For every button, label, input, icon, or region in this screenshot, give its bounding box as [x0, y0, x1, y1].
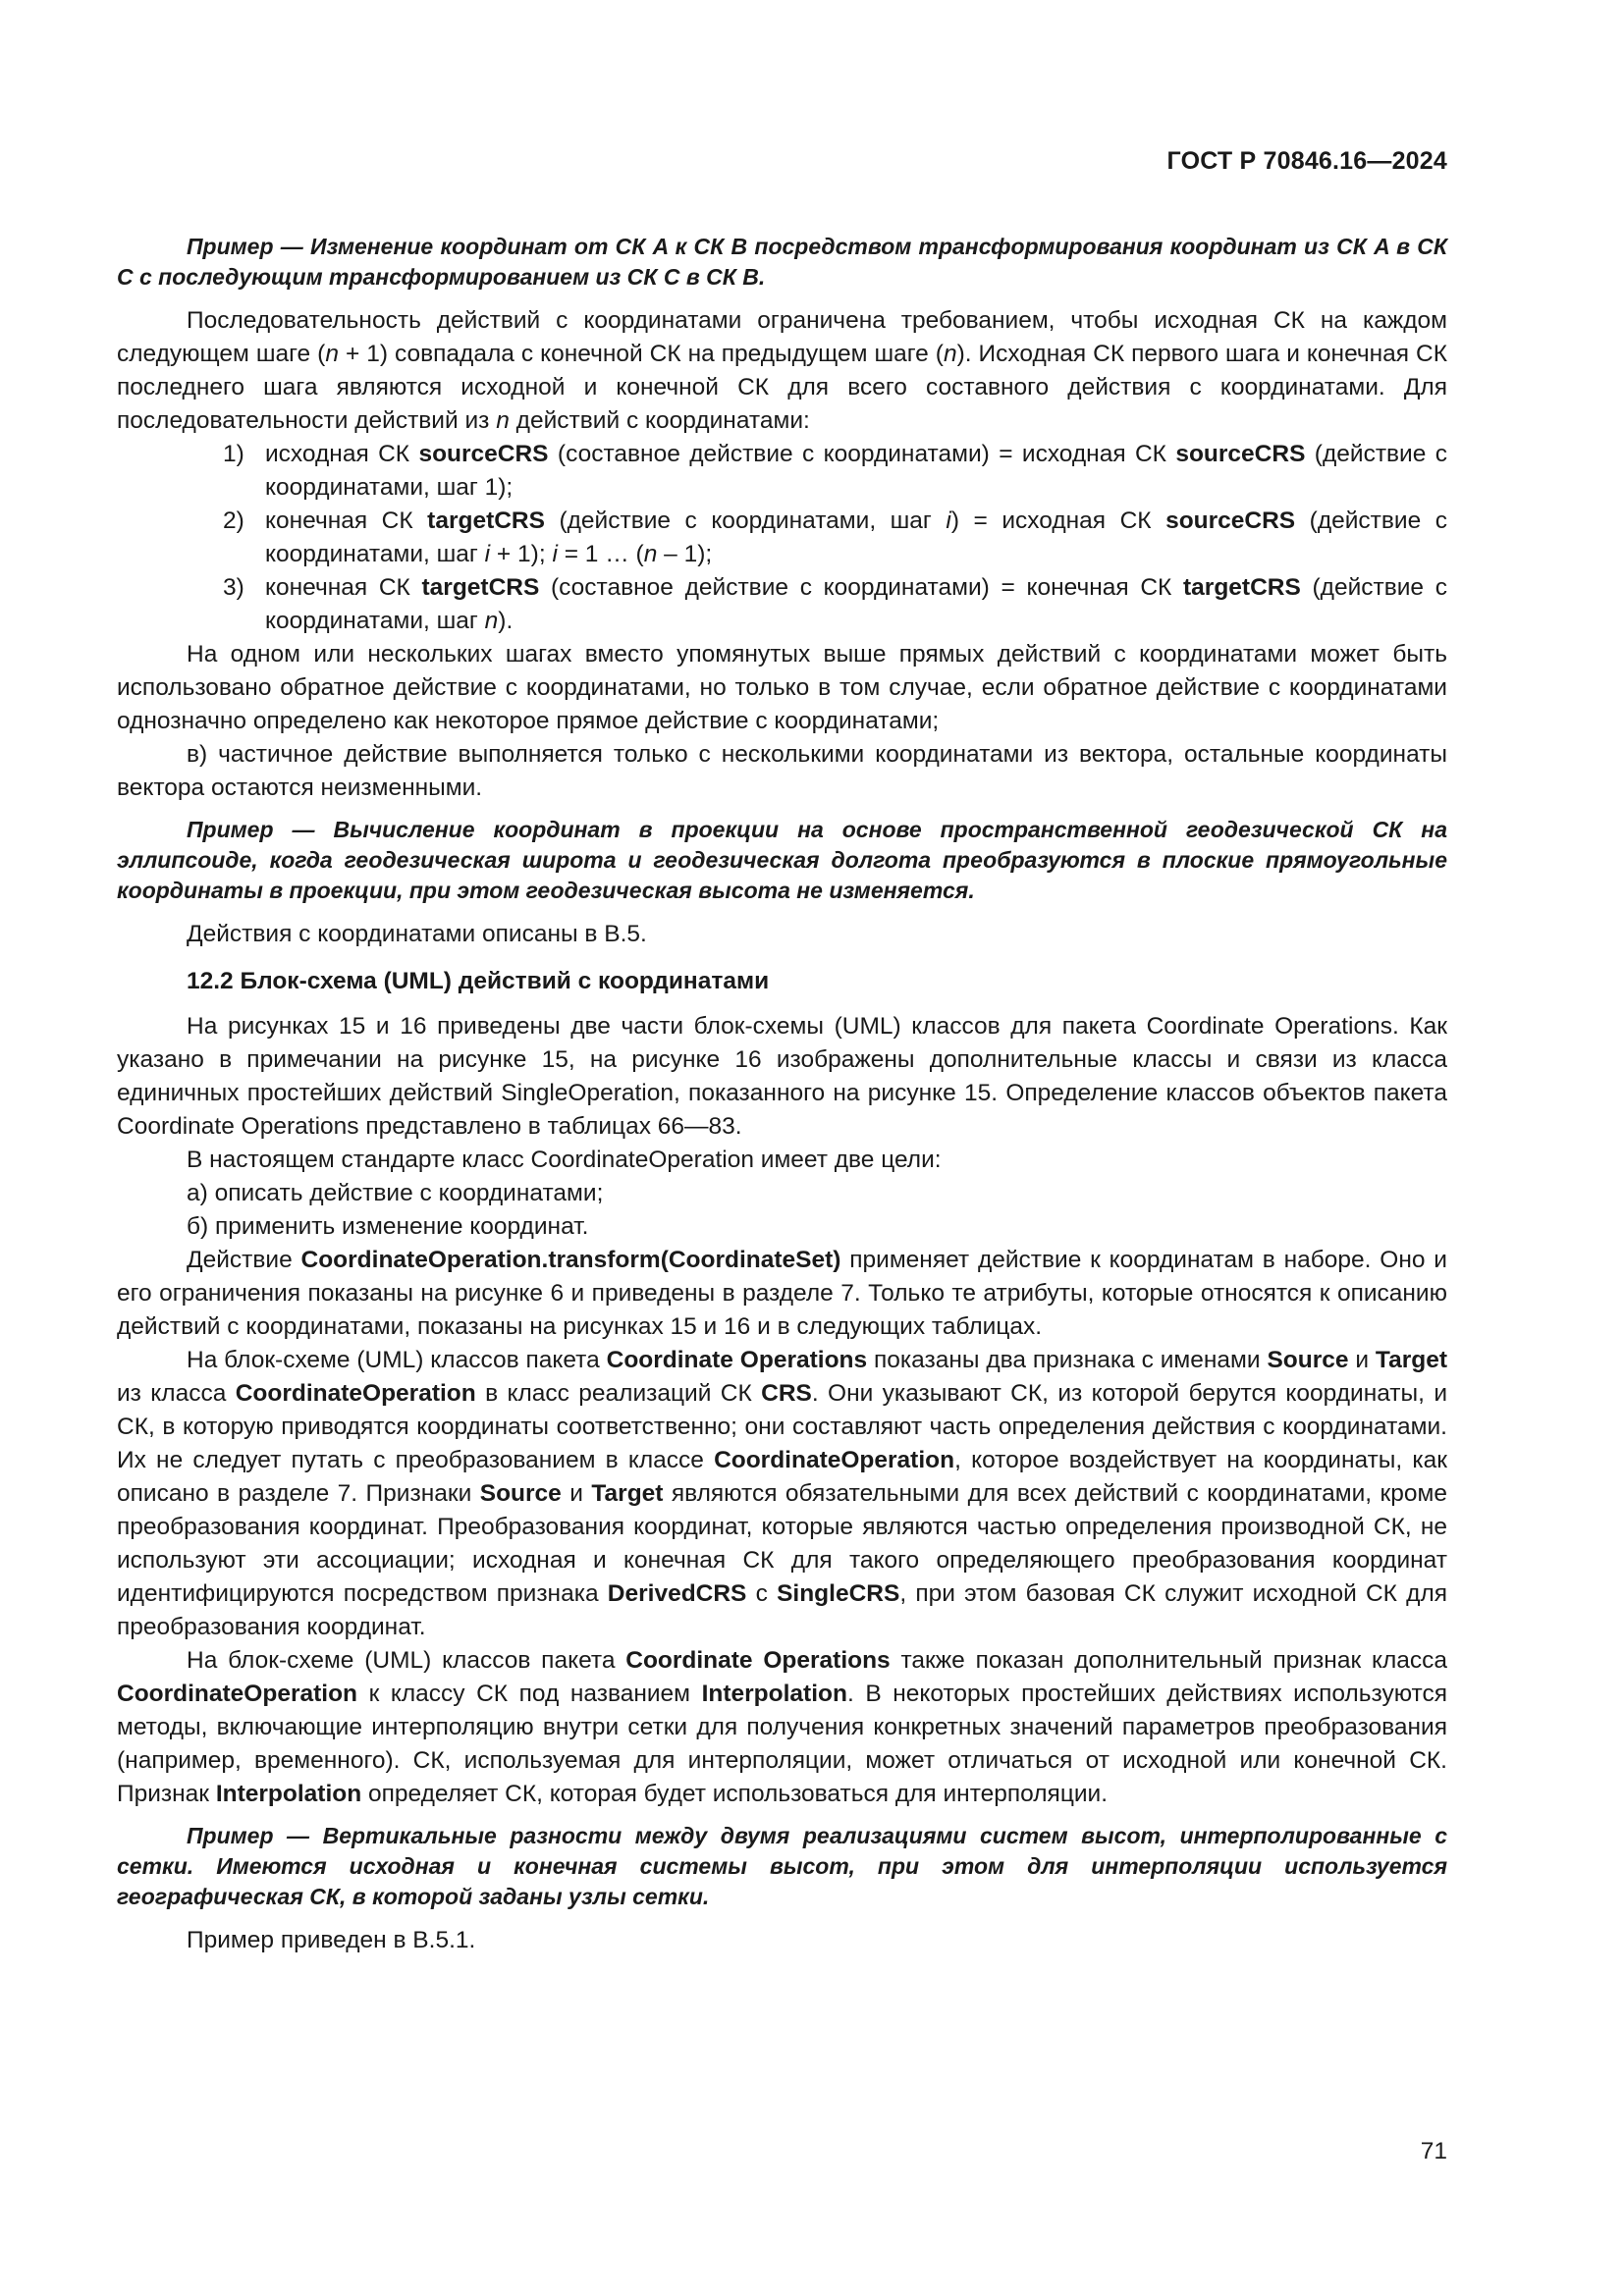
- paragraph-goals-intro: В настоящем стандарте класс CoordinateOperation имеет две цели:: [187, 1147, 942, 1173]
- paragraph-reference: Действия с координатами описаны в В.5.: [187, 921, 647, 947]
- sequence-rules-list: [117, 438, 1447, 638]
- page-number: 71: [1420, 2138, 1447, 2164]
- list-item: 3) конечная СК targetCRS (составное действие с координатами) = конечная СК targetCRS (действие с координатами, шаг n).: [223, 574, 1447, 634]
- paragraph-inverse-operation: На одном или нескольких шагах вместо упомянутых выше прямых действий с координатами может быть использовано обратное действие с координатами, но только в том случае, если обратное действие с координатами однозначно определено как некоторое прямое действие с координатами;: [117, 641, 1447, 734]
- paragraph-transform: Действие CoordinateOperation.transform(CoordinateSet) применяет действие к координатам в наборе. Оно и его ограничения показаны на рисунке 6 и приведены в разделе 7. Только те атрибуты, которые относятся к описанию действий с координатами, показаны на рисунках 15 и 16 и в следующих таблицах.: [117, 1247, 1447, 1340]
- paragraph-figures: На рисунках 15 и 16 приведены две части блок-схемы (UML) классов для пакета Coordinate Operations. Как указано в примечании на рисунке 15, на рисунке 16 изображены дополнительные классы и связи из класса единичных простейших действий SingleOperation, показанного на рисунке 15. Определение классов объектов пакета Coordinate Operations представлено в таблицах 66—83.: [117, 1013, 1447, 1140]
- section-heading: 12.2 Блок-схема (UML) действий с координатами: [187, 968, 770, 994]
- paragraph-source-target: На блок-схеме (UML) классов пакета Coordinate Operations показаны два признака с именами Source и Target из класса CoordinateOperation в класс реализаций СК CRS. Они указывают СК, из которой берутся координаты, и СК, в которую приводятся координаты соответственно; они составляют часть определения действия с координатами. Их не следует путать с преобразованием в классе CoordinateOperation, которое воздействует на координаты, как описано в разделе 7. Признаки Source и Target являются обязательными для всех действий с координатами, кроме преобразования координат. Преобразования координат, которые являются частью определения производной СК, не используют эти ассоциации; исходная и конечная СК для такого определяющего преобразования координат идентифицируются посредством признака DerivedCRS с SingleCRS, при этом базовая СК служит исходной СК для преобразования координат.: [117, 1347, 1448, 1640]
- paragraph-interpolation: На блок-схеме (UML) классов пакета Coordinate Operations также показан дополнительный признак класса CoordinateOperation к классу СК под названием Interpolation. В некоторых простейших действиях используются методы, включающие интерполяцию внутри сетки для получения конкретных значений параметров преобразования (например, временного). СК, используемая для интерполяции, может отличаться от исходной или конечной СК. Признак Interpolation определяет СК, которая будет использоваться для интерполяции.: [117, 1647, 1447, 1807]
- goal-item-a: а) описать действие с координатами;: [187, 1180, 604, 1206]
- example-note-2: Пример — Вычисление координат в проекции на основе пространственной геодезической СК на эллипсоиде, когда геодезическая широта и геодезическая долгота преобразуются в плоские прямоугольные координаты в проекции, при этом геодезическая высота не изменяется.: [117, 817, 1447, 903]
- paragraph-sequence-constraint: Последовательность действий с координатами ограничена требованием, чтобы исходная СК на каждом следующем шаге (n + 1) совпадала с конечной СК на предыдущем шаге (n). Исходная СК первого шага и конечная СК последнего шага являются исходной и конечной СК для всего составного действия с координатами. Для последовательности действий из n действий с координатами:: [117, 307, 1448, 434]
- document-body: [117, 222, 1447, 1957]
- document-header: ГОСТ Р 70846.16—2024: [1166, 147, 1447, 175]
- list-item: 2) конечная СК targetCRS (действие с координатами, шаг i) = исходная СК sourceCRS (действие с координатами, шаг i + 1); i = 1 … (n – 1);: [223, 507, 1447, 567]
- example-note-1: Пример — Изменение координат от СК A к СК B посредством трансформирования координат из СК A в СК C с последующим трансформированием из СК C в СК B.: [117, 234, 1447, 290]
- paragraph-example-reference: Пример приведен в В.5.1.: [187, 1927, 476, 1953]
- list-item: 1) исходная СК sourceCRS (составное действие с координатами) = исходная СК sourceCRS (действие с координатами, шаг 1);: [223, 441, 1448, 501]
- goal-item-b: б) применить изменение координат.: [187, 1213, 589, 1240]
- example-note-3: Пример — Вертикальные разности между двумя реализациями систем высот, интерполированные с сетки. Имеются исходная и конечная системы высот, при этом для интерполяции используется географическая СК, в которой заданы узлы сетки.: [117, 1823, 1447, 1909]
- paragraph-partial-operation: в) частичное действие выполняется только с несколькими координатами из вектора, остальные координаты вектора остаются неизменными.: [117, 741, 1447, 801]
